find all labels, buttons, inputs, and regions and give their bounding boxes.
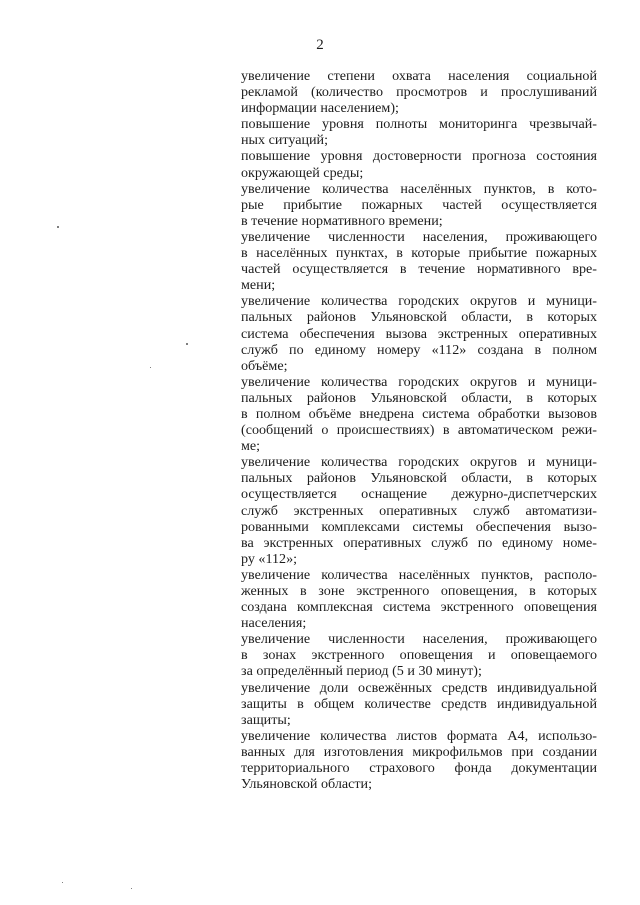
text-line: увеличение количества населённых пунктов, располо- bbox=[241, 566, 597, 583]
text-line: рекламой (количество просмотров и прослушиваний bbox=[241, 84, 597, 101]
list-item bbox=[241, 567, 597, 631]
text-line: Ульяновской области; bbox=[241, 776, 373, 793]
text-line: защиты; bbox=[241, 711, 291, 728]
scan-speck bbox=[62, 882, 63, 883]
list-item bbox=[241, 116, 597, 148]
scan-speck bbox=[186, 343, 188, 345]
text-line: создана комплексная система экстренного оповещения bbox=[241, 599, 597, 616]
scan-speck bbox=[150, 367, 151, 368]
text-line: увеличение доли освежённых средств индивидуальной bbox=[241, 679, 597, 696]
text-line: ме; bbox=[241, 438, 261, 455]
text-line: объёме; bbox=[241, 357, 288, 374]
text-line: защиты в общем количестве средств индивидуальной bbox=[241, 695, 597, 712]
list-item bbox=[241, 680, 597, 728]
text-line: повышение уровня достоверности прогноза состояния bbox=[241, 148, 597, 165]
text-line: мени; bbox=[241, 277, 276, 294]
text-line: рые прибытие пожарных частей осуществляется bbox=[241, 196, 597, 213]
text-line: за определённый период (5 и 30 минут); bbox=[241, 663, 482, 680]
text-line: в населённых пунктах, в которые прибытие пожарных bbox=[241, 245, 597, 262]
text-line: система обеспечения вызова экстренных оперативных bbox=[241, 325, 597, 342]
text-line: повышение уровня полноты мониторинга чрезвычай- bbox=[241, 116, 597, 133]
list-item bbox=[241, 454, 597, 567]
scan-speck bbox=[131, 888, 132, 889]
list-item bbox=[241, 374, 597, 454]
text-line: женных в зоне экстренного оповещения, в которых bbox=[241, 583, 597, 599]
text-line: осуществляется оснащение дежурно-диспетчерских bbox=[241, 486, 597, 503]
text-line: информации населением); bbox=[241, 100, 399, 117]
text-line: ва экстренных оперативных служб по единому номе- bbox=[241, 534, 597, 551]
text-line: (сообщений о происшествиях) в автоматическом режи- bbox=[241, 422, 597, 439]
list-item bbox=[241, 148, 597, 180]
text-line: увеличение количества листов формата А4, использо- bbox=[241, 727, 597, 744]
text-line: увеличение количества городских округов и муници- bbox=[241, 373, 597, 390]
text-line: территориального страхового фонда документации bbox=[241, 760, 597, 777]
text-line: увеличение численности населения, проживающего bbox=[241, 228, 597, 245]
text-line: ру «112»; bbox=[241, 550, 298, 567]
page-number: 2 bbox=[316, 37, 324, 53]
list-item bbox=[241, 631, 597, 679]
text-line: увеличение количества населённых пунктов, в кото- bbox=[241, 180, 597, 197]
text-line: ванных для изготовления микрофильмов при создании bbox=[241, 743, 597, 760]
text-line: пальных районов Ульяновской области, в которых bbox=[241, 309, 597, 326]
list-item bbox=[241, 68, 597, 116]
text-line: рованными комплексами системы обеспечения вызо- bbox=[241, 518, 597, 535]
text-line: в течение нормативного времени; bbox=[241, 212, 443, 229]
text-line: населения; bbox=[241, 615, 307, 632]
text-line: окружающей среды; bbox=[241, 164, 364, 181]
list-item bbox=[241, 728, 597, 792]
body-text bbox=[241, 68, 597, 792]
text-line: увеличение количества городских округов и муници- bbox=[241, 454, 597, 471]
text-line: пальных районов Ульяновской области, в которых bbox=[241, 470, 597, 487]
text-line: в полном объёме внедрена система обработки вызовов bbox=[241, 405, 597, 422]
list-item bbox=[241, 181, 597, 229]
text-line: пальных районов Ульяновской области, в которых bbox=[241, 389, 597, 406]
list-item bbox=[241, 229, 597, 293]
text-line: ных ситуаций; bbox=[241, 132, 329, 149]
text-line: в зонах экстренного оповещения и оповещаемого bbox=[241, 647, 597, 664]
scan-speck bbox=[57, 226, 59, 228]
text-line: увеличение степени охвата населения социальной bbox=[241, 68, 597, 84]
list-item bbox=[241, 293, 597, 373]
text-line: служб по единому номеру «112» создана в полном bbox=[241, 341, 597, 358]
text-line: увеличение количества городских округов и муници- bbox=[241, 293, 597, 310]
text-line: увеличение численности населения, проживающего bbox=[241, 631, 597, 648]
text-line: служб экстренных оперативных служб автоматизи- bbox=[241, 502, 597, 519]
text-line: частей осуществляется в течение нормативного вре- bbox=[241, 261, 597, 278]
